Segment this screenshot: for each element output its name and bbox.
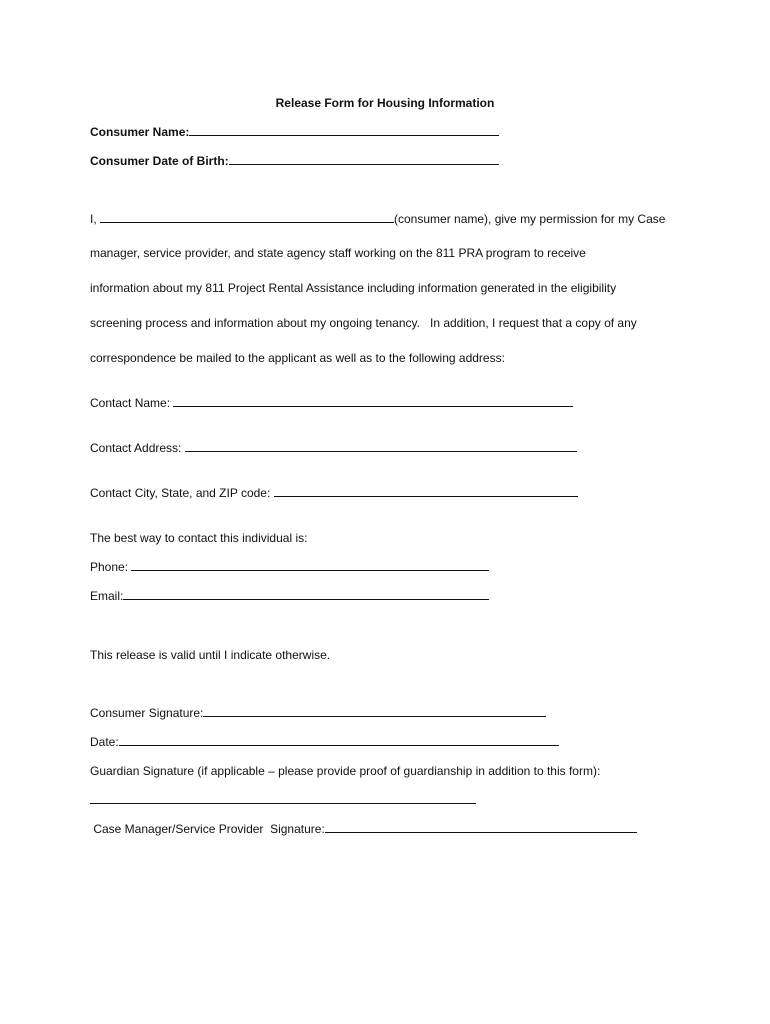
contact-name-label: Contact Name: (90, 396, 174, 410)
consumer-signature-label: Consumer Signature: (90, 706, 204, 720)
contact-name-field[interactable] (173, 395, 573, 407)
consumer-dob-field[interactable] (229, 153, 499, 165)
contact-address-label: Contact Address: (90, 441, 185, 455)
email-row (90, 588, 489, 604)
consumer-dob-row (90, 153, 499, 169)
contact-address-field[interactable] (185, 440, 577, 452)
consumer-signature-field[interactable] (203, 705, 546, 717)
email-field[interactable] (123, 588, 489, 600)
consumer-name-inline-field[interactable] (100, 211, 394, 223)
date-field[interactable] (119, 734, 559, 746)
guardian-signature-row (90, 792, 476, 808)
paragraph-line-1-text: (consumer name), give my permission for my Case (394, 212, 666, 226)
consumer-name-row (90, 124, 499, 140)
form-title: Release Form for Housing Information (275, 96, 495, 110)
contact-city-row (90, 485, 578, 501)
case-manager-signature-row (90, 821, 637, 837)
guardian-signature-field[interactable] (90, 792, 476, 804)
consumer-name-label: Consumer Name: (90, 125, 190, 139)
case-manager-signature-field[interactable] (325, 821, 637, 833)
paragraph-line-5: correspondence be mailed to the applicant as well as to the following address: (90, 351, 505, 365)
phone-row (90, 559, 489, 575)
paragraph-line-1 (90, 211, 665, 227)
email-label: Email: (90, 589, 124, 603)
phone-field[interactable] (131, 559, 489, 571)
contact-name-row (90, 395, 573, 411)
contact-city-label: Contact City, State, and ZIP code: (90, 486, 274, 500)
paragraph-line-2: manager, service provider, and state agency staff working on the 811 PRA program to receive (90, 246, 586, 260)
phone-label: Phone: (90, 560, 132, 574)
date-label: Date: (90, 735, 119, 749)
date-row (90, 734, 559, 750)
case-manager-signature-label: Case Manager/Service Provider Signature: (90, 822, 325, 836)
consumer-dob-label: Consumer Date of Birth: (90, 154, 229, 168)
best-way-text: The best way to contact this individual is: (90, 531, 308, 545)
consumer-name-field[interactable] (189, 124, 499, 136)
valid-until-text: This release is valid until I indicate otherwise. (90, 648, 331, 662)
contact-city-field[interactable] (274, 485, 578, 497)
paragraph-line-3: information about my 811 Project Rental Assistance including information generated in the eligibility (90, 281, 617, 295)
paragraph-line-4: screening process and information about my ongoing tenancy. In addition, I request that a copy of any (90, 316, 637, 330)
contact-address-row (90, 440, 577, 456)
guardian-signature-label: Guardian Signature (if applicable – please provide proof of guardianship in addition to this form): (90, 764, 601, 778)
i-prefix: I, (90, 212, 101, 226)
consumer-signature-row (90, 705, 546, 721)
